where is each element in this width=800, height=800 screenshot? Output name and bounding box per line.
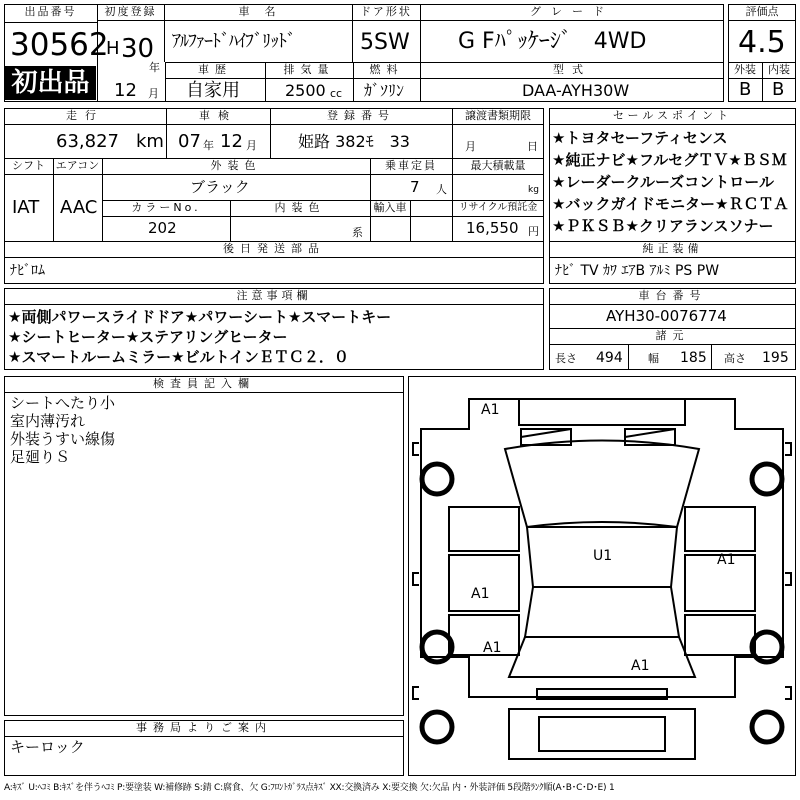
chassis-number: AYH30-0076774: [606, 307, 727, 325]
damage-mark-left-rear: A1: [483, 640, 502, 656]
history: 自家用: [186, 80, 240, 101]
damage-mark-rear: A1: [631, 658, 650, 674]
sales-point-item: ★レーダークルーズコントロール: [552, 173, 774, 191]
sales-point-item: ★バックガイドモニター★ＲＣＴＡ: [552, 195, 789, 213]
inspection-year: 07: [178, 131, 201, 152]
width-label: 幅: [648, 352, 659, 365]
displacement: 2500: [285, 81, 326, 100]
exterior-grade: B: [739, 79, 752, 100]
lot-number-label: 出品番号: [24, 5, 77, 18]
sales-point-item: ★純正ナビ★フルセグＴＶ★ＢＳＭ: [552, 151, 787, 169]
history-label: 車歴: [198, 63, 232, 76]
registration-year-unit: 年: [149, 61, 160, 74]
exterior-grade-label: 外装: [734, 63, 756, 76]
length-label: 長さ: [555, 352, 577, 365]
shift-label: シフト: [12, 159, 45, 172]
max-load-unit: kg: [528, 185, 539, 195]
recycle-fee: 16,550: [466, 219, 519, 237]
sales-point-item: ★ＰＫＳＢ★クリアランスソナー: [552, 217, 774, 235]
registration-label: 初度登録: [104, 5, 157, 18]
capacity-label: 乗車定員: [385, 159, 437, 172]
mileage-label: 走行: [66, 109, 104, 122]
inspector-line: 外装うすい線傷: [10, 430, 116, 448]
length-value: 494: [596, 350, 623, 366]
score: 4.5: [738, 25, 786, 60]
damage-mark-left-rear-door: A1: [471, 586, 490, 602]
inspection-month: 12: [220, 131, 243, 152]
color-number: 202: [148, 219, 177, 237]
later-parts: ﾅﾋﾞﾛﾑ: [10, 263, 45, 279]
registration-year: 30: [121, 34, 155, 64]
displacement-label: 排気量: [283, 63, 335, 76]
interior-grade-label: 内装: [768, 63, 790, 76]
note-line: ★シートヒーター★ステアリングヒーター: [8, 328, 288, 346]
score-label: 評価点: [745, 5, 779, 18]
model-code: DAA-AYH30W: [522, 81, 630, 100]
recycle-fee-unit: 円: [528, 225, 539, 238]
specs-label: 諸元: [655, 329, 690, 342]
later-parts-label: 後日発送部品: [223, 242, 325, 255]
shift: IAT: [12, 197, 40, 218]
model-label: 型式: [553, 63, 591, 76]
inspector-line: 足廻りＳ: [10, 448, 71, 466]
car-name: ｱﾙﾌｧｰﾄﾞﾊｲﾌﾞﾘｯﾄﾞ: [172, 31, 295, 52]
mileage-unit: km: [136, 131, 164, 152]
max-load-label: 最大積載量: [470, 159, 526, 172]
damage-mark-roof: A1: [481, 402, 500, 418]
inspector-label: 検査員記入欄: [153, 377, 255, 390]
interior-grade: B: [772, 79, 785, 100]
color-number-label: カラーNo.: [131, 201, 201, 214]
chassis-number-label: 車台番号: [638, 289, 707, 302]
note-line: ★スマートルームミラー★ビルトインＥＴＣ２．０: [8, 348, 349, 366]
recycle-fee-label: リサイクル預託金: [458, 202, 538, 213]
exterior-color: ブラック: [190, 178, 250, 196]
plate-label: 登録番号: [327, 109, 395, 122]
first-listing-badge: 初出品: [5, 66, 96, 100]
office-notice: キーロック: [10, 738, 85, 756]
door-type: 5SW: [360, 30, 410, 55]
fuel: ｶﾞｿﾘﾝ: [364, 81, 405, 100]
equipment-list: ﾅﾋﾞ TV ｶﾜ ｴｱB ｱﾙﾐ PS PW: [555, 263, 720, 279]
inspection-month-unit: 月: [246, 139, 257, 152]
transfer-deadline-label: 譲渡書類期限: [465, 109, 531, 122]
office-notice-label: 事務局よりご案内: [136, 721, 272, 734]
damage-mark-center: U1: [593, 548, 613, 564]
exterior-color-label: 外装色: [210, 159, 262, 172]
note-line: ★両側パワースライドドア★パワーシート★スマートキー: [8, 308, 392, 326]
height-label: 高さ: [724, 352, 746, 365]
inspector-line: 室内薄汚れ: [10, 412, 86, 430]
grade: G Fﾊﾟｯｹｰｼﾞ 4WD: [458, 29, 647, 54]
damage-mark-right-front: A1: [717, 552, 736, 568]
ac: AAC: [60, 197, 98, 218]
capacity-unit: 人: [436, 183, 447, 196]
height-value: 195: [762, 350, 789, 366]
legend: A:ｷｽﾞ U:ﾍｺﾐ B:ｷｽﾞを伴うﾍｺﾐ P:要塗装 W:補修跡 S:錆 C:腐食、欠 G:ﾌﾛﾝﾄｶﾞﾗｽ点ｷｽﾞ XX:交換済み X:要交換 欠:欠品 内・外装評価 5段階ﾗﾝｸ順(A･B･C･D･E) 1: [4, 783, 615, 793]
interior-color-unit: 系: [352, 226, 363, 239]
inspection-year-unit: 年: [203, 139, 214, 152]
lot-number: 30562: [10, 27, 109, 63]
fuel-label: 燃料: [369, 63, 404, 76]
equipment-label: 純正装備: [642, 242, 703, 255]
transfer-month-unit: 月: [465, 140, 476, 153]
sales-points-label: セールスポイント: [612, 109, 732, 122]
displacement-unit: cc: [330, 87, 343, 100]
notes-label: 注意事項欄: [236, 289, 312, 302]
registration-month: 12: [114, 80, 137, 101]
door-type-label: ドア形状: [360, 5, 412, 18]
width-value: 185: [680, 350, 707, 366]
inspection-label: 車検: [199, 109, 237, 122]
registration-month-unit: 月: [148, 87, 159, 100]
car-name-label: 車 名: [238, 5, 278, 18]
capacity: 7: [410, 178, 420, 196]
mileage: 63,827: [56, 131, 119, 152]
grade-label: グレード: [530, 5, 614, 18]
transfer-day-unit: 日: [527, 140, 538, 153]
interior-color-label: 内装色: [274, 201, 326, 214]
damage-diagram: [408, 376, 796, 776]
plate-number: 姫路 382ﾓ 33: [298, 132, 410, 151]
registration-era: H: [106, 38, 120, 59]
ac-label: エアコン: [55, 159, 100, 172]
sales-point-item: ★トヨタセーフティセンス: [552, 129, 728, 147]
import-label: 輸入車: [373, 201, 407, 214]
inspector-line: シートへたり小: [10, 394, 116, 412]
